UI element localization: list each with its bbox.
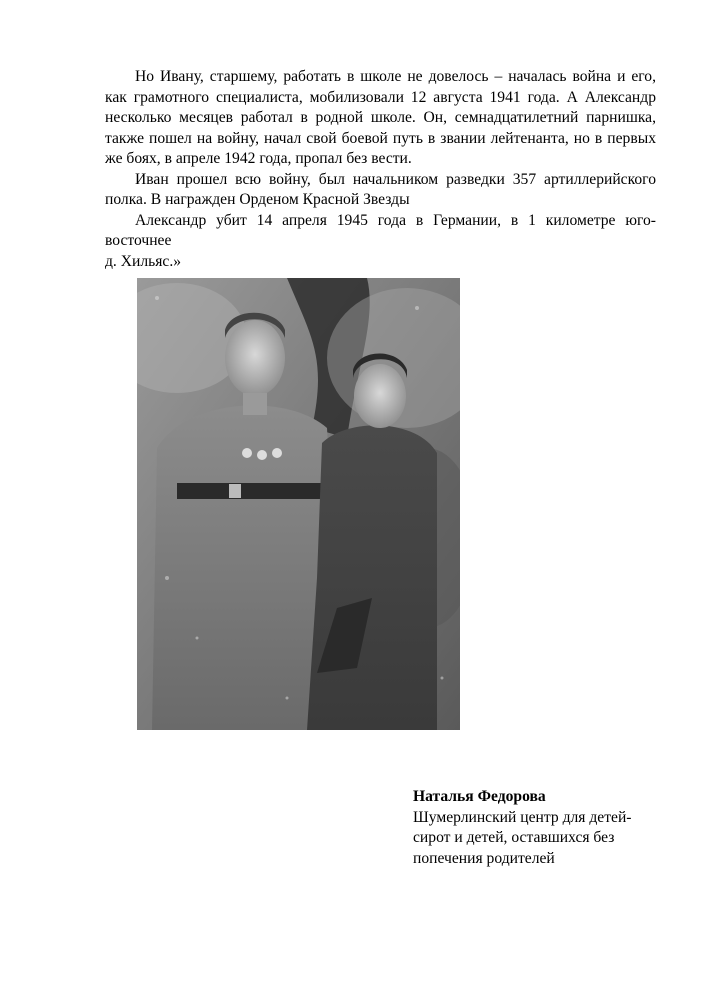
paragraph-2: Иван прошел всю войну, был начальником разведки 357 артиллерийского полка. В награжден Орденом Красной Звезды — [105, 170, 656, 208]
article-text — [105, 67, 656, 272]
organization-line-3: попечения родителей — [413, 849, 555, 867]
author-name: Наталья Федорова — [413, 788, 546, 805]
organization-line-1: Шумерлинский центр для детей- — [413, 808, 632, 826]
paragraph-1: Но Ивану, старшему, работать в школе не довелось – началась война и его, как грамотного специалиста, мобилизовали 12 августа 1941 года. А Александр несколько месяцев работал в родной школе. Он, семнадцатилетний парнишка, также пошел на войну, начал свой боевой путь в звании лейтенанта, но в первых же боях, в апреле 1942 года, пропал без вести. — [105, 68, 656, 167]
signature-block — [413, 787, 673, 869]
paragraph-4: д. Хильяс.» — [105, 252, 182, 270]
archival-photo — [137, 278, 460, 730]
organization-line-2: сирот и детей, оставшихся без — [413, 829, 615, 846]
paragraph-3: Александр убит 14 апреля 1945 года в Германии, в 1 километре юго-восточнее — [105, 211, 656, 249]
